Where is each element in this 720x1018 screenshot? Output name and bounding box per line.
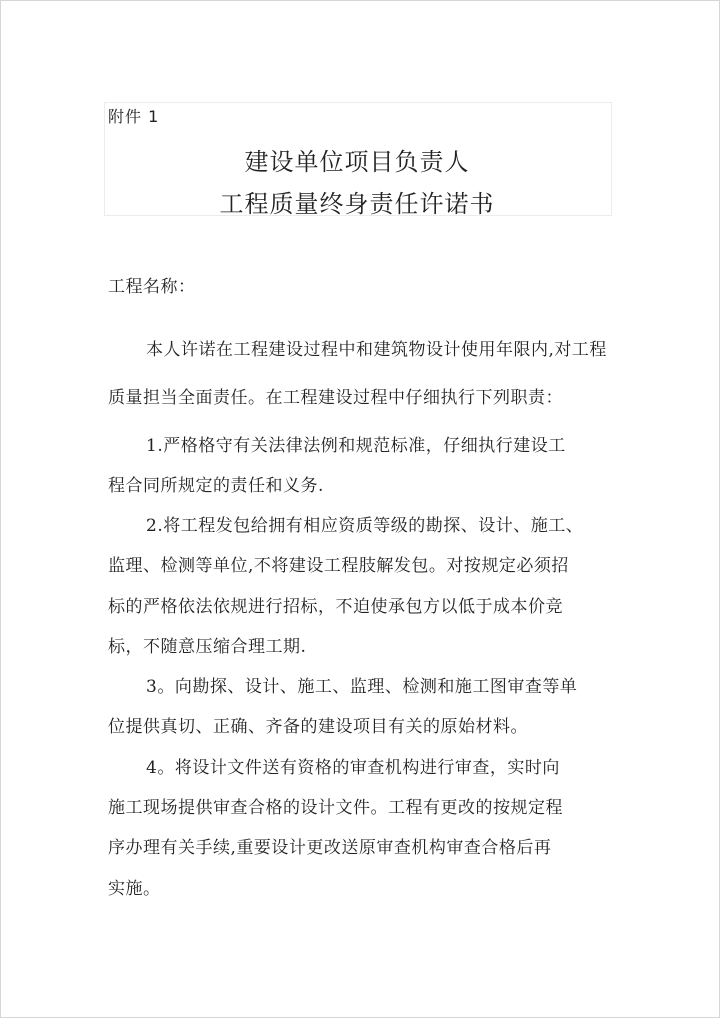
item-4-line-4: 实施。	[108, 879, 161, 899]
item-1-line-1: 1.严格格守有关法律法例和规范标准，仔细执行建设工	[146, 436, 566, 456]
intro-line-1: 本人许诺在工程建设过程中和建筑物设计使用年限内,对工程	[146, 340, 607, 360]
item-1-line-2: 程合同所规定的责任和义务.	[108, 476, 324, 496]
attachment-label: 附件 1	[108, 107, 160, 126]
document-title-line-1: 建设单位项目负责人	[244, 148, 470, 176]
item-3-line-1: 3。向勘探、设计、施工、监理、检测和施工图审查等单	[146, 677, 578, 697]
item-2-line-4: 标，不随意压缩合理工期.	[108, 637, 307, 657]
item-2-line-1: 2.将工程发包给拥有相应资质等级的勘探、设计、施工、	[146, 516, 584, 536]
item-3-line-2: 位提供真切、正确、齐备的建设项目有关的原始材料。	[108, 717, 528, 737]
item-2-line-2: 监理、检测等单位,不将建设工程肢解发包。对按规定必须招	[108, 556, 569, 576]
item-4-line-3: 序办理有关手续,重要设计更改送原审查机构审查合格后再	[108, 838, 552, 858]
document-title-line-2: 工程质量终身责任许诺书	[219, 190, 495, 218]
item-4-line-1: 4。将设计文件送有资格的审查机构进行审查，实时向	[146, 758, 560, 778]
item-4-line-2: 施工现场提供审查合格的设计文件。工程有更改的按规定程	[108, 798, 563, 818]
intro-line-2: 质量担当全面责任。在工程建设过程中仔细执行下列职责：	[108, 388, 563, 408]
project-name-label: 工程名称：	[108, 277, 196, 297]
item-2-line-3: 标的严格依法依规进行招标，不迫使承包方以低于成本价竞	[108, 597, 563, 617]
